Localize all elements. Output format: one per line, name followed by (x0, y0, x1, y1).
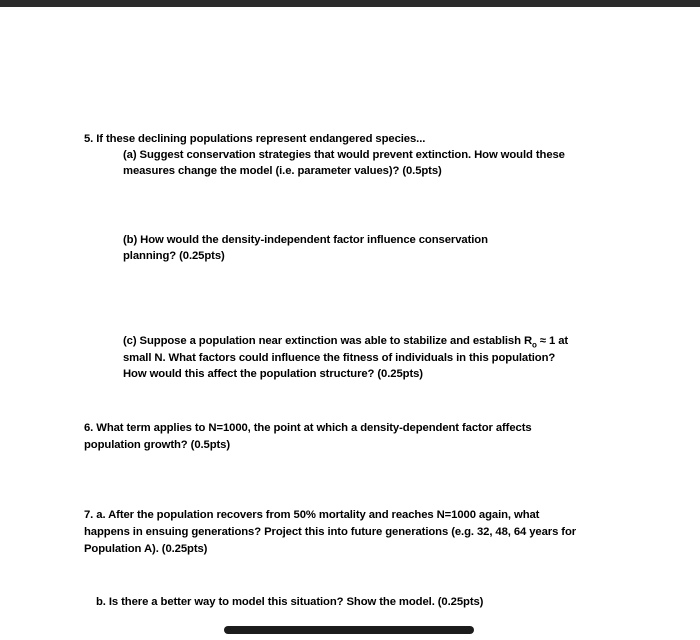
question-5a-line-2: measures change the model (i.e. parameter values)? (0.5pts) (123, 165, 442, 177)
question-7a-line-1: 7. a. After the population recovers from 50% mortality and reaches N=1000 again, what (84, 509, 540, 521)
question-6-line-1: 6. What term applies to N=1000, the point at which a density-dependent factor affects (84, 422, 532, 434)
question-7b-line-1: b. Is there a better way to model this situation? Show the model. (0.25pts) (96, 596, 484, 608)
question-5c-line-1-text: (c) Suppose a population near extinction was able to stabilize and establish R (123, 335, 533, 347)
question-5b-line-1: (b) How would the density-independent factor influence conservation (123, 234, 488, 246)
question-5a-line-1: (a) Suggest conservation strategies that would prevent extinction. How would these (123, 149, 565, 161)
question-5c-line-1-tail: ≈ 1 at (536, 335, 569, 347)
question-5c-line-2: small N. What factors could influence the fitness of individuals in this population? (123, 352, 556, 364)
r-subscript: o (532, 340, 537, 350)
question-5-header: 5. If these declining populations represent endangered species... (84, 133, 426, 145)
question-5b-line-2: planning? (0.25pts) (123, 250, 225, 262)
question-5c-line-3: How would this affect the population structure? (0.25pts) (123, 368, 423, 380)
question-7a-line-2: happens in ensuing generations? Project this into future generations (e.g. 32, 48, 64 years for (84, 526, 577, 538)
question-6-line-2: population growth? (0.5pts) (84, 439, 231, 451)
home-indicator-bar[interactable] (224, 626, 474, 634)
question-7a-line-3: Population A). (0.25pts) (84, 543, 208, 555)
question-5c-line-1 (123, 333, 568, 349)
